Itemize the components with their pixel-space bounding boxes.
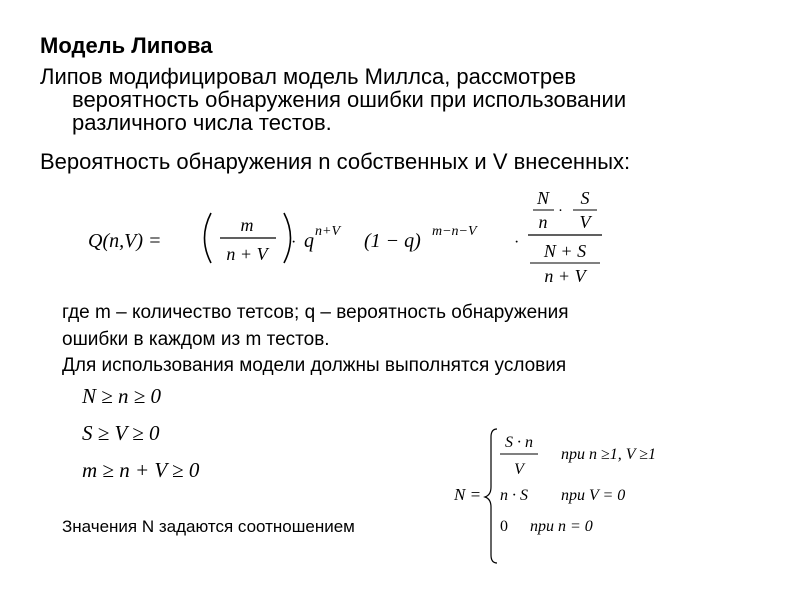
lipov-formula <box>80 185 620 285</box>
piecewise-lhs: N = <box>454 485 482 504</box>
case2-expression: n · S <box>500 487 528 504</box>
paragraph1-line3: различного числа тестов. <box>72 110 332 135</box>
case1-condition: при n ≥1, V ≥1 <box>561 446 657 463</box>
formula-lhs: Q(n,V) = <box>88 230 162 252</box>
case2-condition: при V = 0 <box>561 487 626 504</box>
frac-N-plus-S: N + S <box>543 241 587 261</box>
condition-3: m ≥ n + V ≥ 0 <box>82 458 200 482</box>
paragraph1-line1: Липов модифицировал модель Миллса, рассмотрев <box>40 64 577 89</box>
frac-S: S <box>580 188 590 208</box>
frac-n-plus-V: n + V <box>544 266 586 285</box>
frac-N: N <box>536 188 550 208</box>
one-minus-q-exponent: m−n−V <box>432 224 477 239</box>
binom-numerator: m <box>240 215 254 235</box>
where-line1: где m – количество тетсов; q – вероятность обнаружения <box>62 302 569 323</box>
paragraph-mills-modification <box>40 65 780 134</box>
paragraph-detection-probability: Вероятность обнаружения n собственных и V внесенных: <box>40 149 631 174</box>
values-note: Значения N задаются соотношением <box>62 517 355 536</box>
one-minus-q: (1 − q) <box>364 230 421 252</box>
dot-2: · <box>514 234 520 251</box>
condition-1: N ≥ n ≥ 0 <box>82 384 162 408</box>
case1-denominator: V <box>514 461 524 478</box>
slide-title: Модель Липова <box>40 33 213 58</box>
case1-numerator: S · n <box>505 434 533 451</box>
condition-2: S ≥ V ≥ 0 <box>82 421 160 445</box>
piecewise-brace <box>485 429 497 563</box>
where-line2: ошибки в каждом из m тестов. <box>62 329 330 350</box>
case3-condition: при n = 0 <box>530 518 593 535</box>
dot-3: · <box>558 203 563 219</box>
frac-n: n <box>538 212 548 232</box>
q-base: q <box>304 230 314 252</box>
dot-1: · <box>291 234 297 251</box>
frac-V: V <box>579 212 591 232</box>
right-paren <box>284 213 291 263</box>
binom-denominator: n + V <box>226 244 268 264</box>
where-line3: Для использования модели должны выполнятся условия <box>62 355 567 376</box>
paragraph1-line2: вероятность обнаружения ошибки при использовании <box>72 87 627 112</box>
case3-expression: 0 <box>500 518 508 535</box>
left-paren <box>205 213 212 263</box>
q-exponent: n+V <box>315 224 340 239</box>
piecewise-N <box>450 425 710 570</box>
